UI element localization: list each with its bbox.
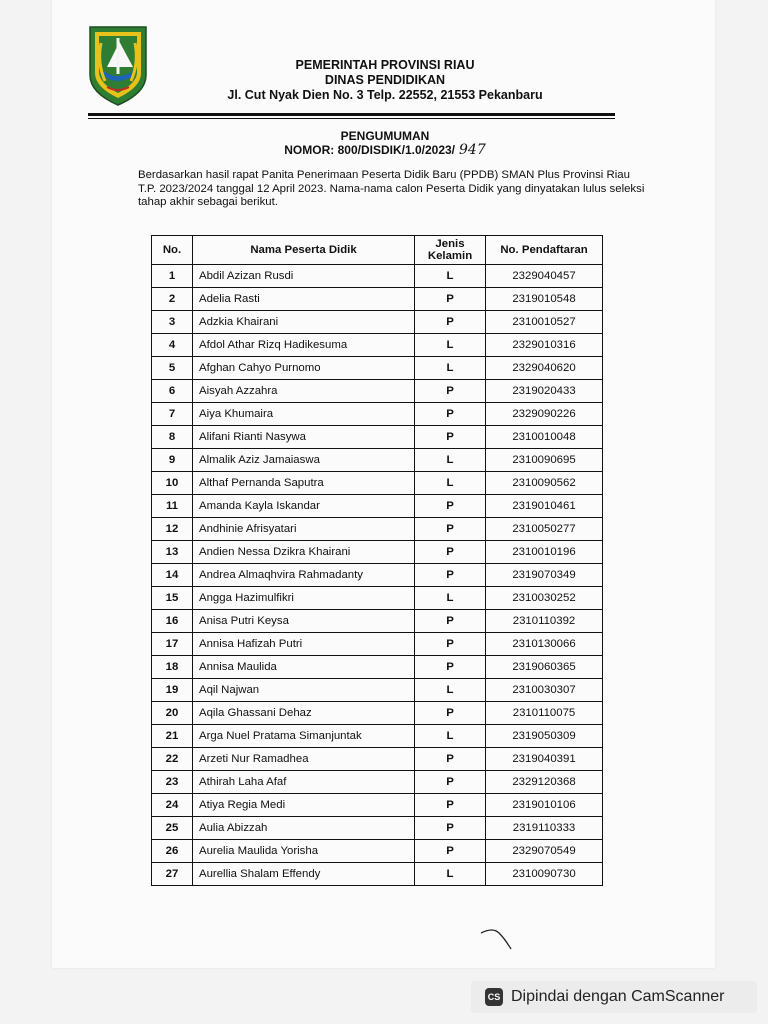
cell-name: Aqil Najwan — [193, 679, 415, 702]
cell-sex: L — [415, 357, 486, 380]
cell-name: Aulia Abizzah — [193, 817, 415, 840]
table-row — [152, 656, 603, 679]
cell-number: 5 — [152, 357, 193, 380]
table-row — [152, 633, 603, 656]
cell-sex: P — [415, 288, 486, 311]
cell-registration: 2319020433 — [486, 380, 603, 403]
letterhead-office: DINAS PENDIDIKAN — [324, 73, 446, 87]
cell-number: 6 — [152, 380, 193, 403]
cell-number: 8 — [152, 426, 193, 449]
table-row — [152, 840, 603, 863]
cell-sex: P — [415, 748, 486, 771]
table-row — [152, 265, 603, 288]
cell-registration: 2329090226 — [486, 403, 603, 426]
column-header-name: Nama Peserta Didik — [193, 236, 415, 265]
cell-number: 2 — [152, 288, 193, 311]
cell-number: 19 — [152, 679, 193, 702]
cell-registration: 2329040620 — [486, 357, 603, 380]
cell-registration: 2329010316 — [486, 334, 603, 357]
cell-name: Annisa Hafizah Putri — [193, 633, 415, 656]
table-row — [152, 679, 603, 702]
cell-registration: 2329120368 — [486, 771, 603, 794]
cell-name: Amanda Kayla Iskandar — [193, 495, 415, 518]
table-row — [152, 518, 603, 541]
column-header-no: No. — [152, 236, 193, 265]
camscanner-watermark — [471, 981, 757, 1013]
cell-sex: P — [415, 794, 486, 817]
cell-name: Aurelia Maulida Yorisha — [193, 840, 415, 863]
table-row — [152, 817, 603, 840]
table-row — [152, 495, 603, 518]
cell-name: Andhinie Afrisyatari — [193, 518, 415, 541]
table-row — [152, 587, 603, 610]
cell-sex: P — [415, 541, 486, 564]
cell-sex: P — [415, 633, 486, 656]
cell-sex: P — [415, 840, 486, 863]
cell-number: 4 — [152, 334, 193, 357]
cell-sex: P — [415, 403, 486, 426]
cell-number: 23 — [152, 771, 193, 794]
cell-registration: 2329070549 — [486, 840, 603, 863]
cell-sex: L — [415, 679, 486, 702]
cell-number: 16 — [152, 610, 193, 633]
table-header-row — [152, 236, 603, 265]
table-row — [152, 426, 603, 449]
cell-sex: P — [415, 311, 486, 334]
cell-sex: P — [415, 426, 486, 449]
cell-name: Angga Hazimulfikri — [193, 587, 415, 610]
cell-number: 17 — [152, 633, 193, 656]
cell-name: Abdil Azizan Rusdi — [193, 265, 415, 288]
camscanner-label: Dipindai dengan CamScanner — [511, 988, 725, 1005]
cell-registration: 2310090562 — [486, 472, 603, 495]
table-row — [152, 311, 603, 334]
table-row — [152, 863, 603, 886]
cell-number: 21 — [152, 725, 193, 748]
camscanner-icon: CS — [485, 988, 503, 1006]
cell-registration: 2310110075 — [486, 702, 603, 725]
cell-registration: 2319060365 — [486, 656, 603, 679]
cell-sex: P — [415, 817, 486, 840]
cell-registration: 2310090695 — [486, 449, 603, 472]
riau-province-emblem — [87, 23, 149, 107]
table-row — [152, 610, 603, 633]
table-row — [152, 449, 603, 472]
column-header-registration: No. Pendaftaran — [486, 236, 603, 265]
cell-registration: 2310030307 — [486, 679, 603, 702]
cell-name: Afghan Cahyo Purnomo — [193, 357, 415, 380]
table-row — [152, 334, 603, 357]
cell-name: Arga Nuel Pratama Simanjuntak — [193, 725, 415, 748]
cell-number: 9 — [152, 449, 193, 472]
cell-registration: 2319110333 — [486, 817, 603, 840]
cell-name: Athirah Laha Afaf — [193, 771, 415, 794]
intro-paragraph: Berdasarkan hasil rapat Panita Penerimaan Peserta Didik Baru (PPDB) SMAN Plus Provinsi Riau T.P. 2023/2024 tanggal 12 April 2023. Nama-nama calon Peserta Didik yang dinyatakan lulus seleksi tahap akhir sebagai berikut. — [138, 169, 645, 208]
table-row — [152, 564, 603, 587]
cell-name: Adzkia Khairani — [193, 311, 415, 334]
cell-sex: L — [415, 725, 486, 748]
cell-name: Andrea Almaqhvira Rahmadanty — [193, 564, 415, 587]
cell-number: 11 — [152, 495, 193, 518]
cell-registration: 2310010196 — [486, 541, 603, 564]
cell-registration: 2319010548 — [486, 288, 603, 311]
cell-name: Arzeti Nur Ramadhea — [193, 748, 415, 771]
cell-number: 27 — [152, 863, 193, 886]
cell-name: Almalik Aziz Jamaiaswa — [193, 449, 415, 472]
letterhead-thick-rule — [88, 113, 615, 116]
cell-name: Aurellia Shalam Effendy — [193, 863, 415, 886]
cell-number: 10 — [152, 472, 193, 495]
cell-number: 3 — [152, 311, 193, 334]
cell-registration: 2319010461 — [486, 495, 603, 518]
cell-number: 14 — [152, 564, 193, 587]
table-row — [152, 794, 603, 817]
cell-sex: P — [415, 518, 486, 541]
cell-name: Alifani Rianti Nasywa — [193, 426, 415, 449]
cell-number: 20 — [152, 702, 193, 725]
participants-table — [151, 235, 603, 886]
signature-mark — [479, 925, 515, 953]
cell-number: 15 — [152, 587, 193, 610]
cell-registration: 2329040457 — [486, 265, 603, 288]
cell-sex: P — [415, 771, 486, 794]
cell-number: 24 — [152, 794, 193, 817]
cell-name: Adelia Rasti — [193, 288, 415, 311]
cell-sex: P — [415, 564, 486, 587]
letterhead-government: PEMERINTAH PROVINSI RIAU — [295, 58, 475, 72]
cell-sex: L — [415, 334, 486, 357]
cell-sex: P — [415, 380, 486, 403]
cell-sex: L — [415, 587, 486, 610]
cell-number: 25 — [152, 817, 193, 840]
table-row — [152, 403, 603, 426]
cell-registration: 2310130066 — [486, 633, 603, 656]
cell-sex: P — [415, 495, 486, 518]
table-row — [152, 748, 603, 771]
cell-sex: L — [415, 863, 486, 886]
cell-registration: 2310030252 — [486, 587, 603, 610]
letterhead-address: Jl. Cut Nyak Dien No. 3 Telp. 22552, 21553 Pekanbaru — [227, 88, 543, 102]
table-row — [152, 472, 603, 495]
letterhead-thin-rule — [88, 118, 615, 119]
cell-registration: 2310050277 — [486, 518, 603, 541]
cell-number: 18 — [152, 656, 193, 679]
announcement-number: NOMOR: 800/DISDIK/1.0/2023/ — [284, 143, 455, 157]
table-row — [152, 771, 603, 794]
cell-registration: 2310010527 — [486, 311, 603, 334]
cell-sex: L — [415, 265, 486, 288]
announcement-title: PENGUMUMAN — [340, 129, 430, 143]
cell-registration: 2319040391 — [486, 748, 603, 771]
cell-sex: L — [415, 472, 486, 495]
cell-name: Aiya Khumaira — [193, 403, 415, 426]
cell-sex: L — [415, 449, 486, 472]
cell-number: 12 — [152, 518, 193, 541]
cell-name: Anisa Putri Keysa — [193, 610, 415, 633]
announcement-heading — [150, 129, 620, 157]
cell-name: Aisyah Azzahra — [193, 380, 415, 403]
table-row — [152, 702, 603, 725]
cell-name: Althaf Pernanda Saputra — [193, 472, 415, 495]
cell-name: Afdol Athar Rizq Hadikesuma — [193, 334, 415, 357]
cell-registration: 2310090730 — [486, 863, 603, 886]
cell-number: 22 — [152, 748, 193, 771]
cell-name: Aqila Ghassani Dehaz — [193, 702, 415, 725]
cell-registration: 2319010106 — [486, 794, 603, 817]
table-row — [152, 380, 603, 403]
cell-name: Annisa Maulida — [193, 656, 415, 679]
cell-registration: 2310010048 — [486, 426, 603, 449]
cell-name: Atiya Regia Medi — [193, 794, 415, 817]
cell-name: Andien Nessa Dzikra Khairani — [193, 541, 415, 564]
column-header-sex: Jenis Kelamin — [415, 236, 486, 265]
table-row — [152, 357, 603, 380]
handwritten-number: 947 — [459, 142, 486, 158]
table-row — [152, 725, 603, 748]
table-row — [152, 288, 603, 311]
cell-number: 26 — [152, 840, 193, 863]
letterhead — [150, 58, 620, 103]
cell-registration: 2319070349 — [486, 564, 603, 587]
cell-sex: P — [415, 702, 486, 725]
cell-sex: P — [415, 610, 486, 633]
cell-registration: 2310110392 — [486, 610, 603, 633]
cell-number: 7 — [152, 403, 193, 426]
cell-number: 1 — [152, 265, 193, 288]
cell-sex: P — [415, 656, 486, 679]
table-body — [152, 265, 603, 886]
cell-number: 13 — [152, 541, 193, 564]
cell-registration: 2319050309 — [486, 725, 603, 748]
table-row — [152, 541, 603, 564]
